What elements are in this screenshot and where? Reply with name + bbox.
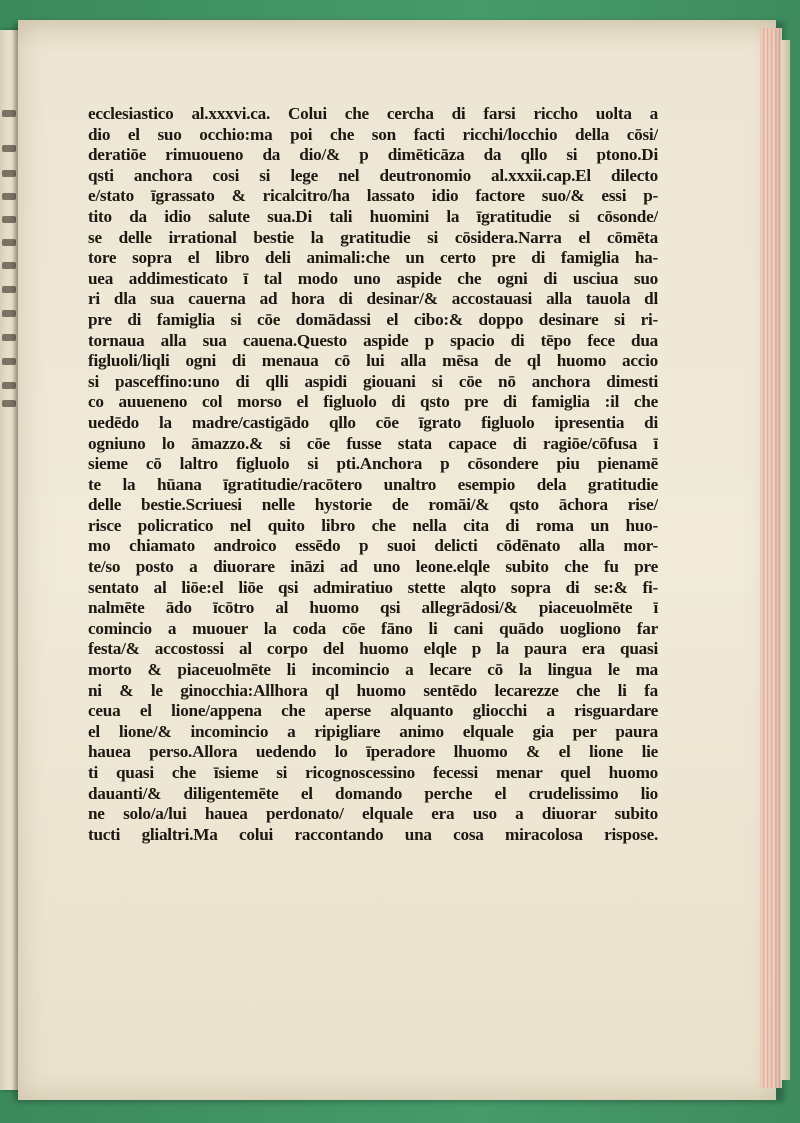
page-text [88,104,658,845]
text-line: te la hūana īgratitudie/racōtero unaltro esempio dela gratitudie [88,474,658,494]
text-line: deratiōe rimuoueno da dio/& p dimēticāza da qllo si ptono.Di [88,145,658,165]
text-line: e/stato īgrassato & ricalcitro/ha lassato idio factore suo/& essi p- [88,186,658,206]
text-line: ceua el lione/appena che aperse alquanto gliocchi a risguardare [88,701,658,721]
text-line: si pasceffino:uno di qlli aspidi giouani si cōe nō anchora dimesti [88,371,658,391]
text-line: tito da idio salute sua.Di tali huomini la īgratitudie si cōsonde/ [88,206,658,226]
text-line: hauea perso.Allora uedendo lo īperadore lhuomo & el lione lie [88,742,658,762]
text-line: morto & piaceuolmēte li incomincio a lecare cō la lingua le ma [88,660,658,680]
text-line: sieme cō laltro figluolo si pti.Anchora p cōsondere piu pienamē [88,454,658,474]
text-line: festa/& accostossi al corpo del huomo elqle p la paura era quasi [88,639,658,659]
text-line: dauanti/& diligentemēte el domando perche el crudelissimo lio [88,783,658,803]
text-line: mo chiamato androico essēdo p suoi delicti cōdēnato alla mor- [88,536,658,556]
text-line: ecclesiastico al.xxxvi.ca. Colui che cercha di farsi riccho uolta a [88,104,658,123]
text-line: te/so posto a diuorare ināzi ad uno leone.elqle subito che fu pre [88,557,658,577]
text-line: delle bestie.Scriuesi nelle hystorie de romāi/& qsto āchora rise/ [88,495,658,515]
text-line: nalmēte ādo īcōtro al huomo qsi allegrādosi/& piaceuolmēte ī [88,598,658,618]
text-line: co auueneno col morso el figluolo di qsto pre di famiglia :il che [88,392,658,412]
text-line: ri dla sua cauerna ad hora di desinar/& accostauasi alla tauola dl [88,289,658,309]
text-line: uedēdo la madre/castigādo qllo cōe īgrato figluolo ipresentia di [88,412,658,432]
text-line: ogniuno lo āmazzo.& si cōe fusse stata capace di ragiōe/cōfusa ī [88,433,658,453]
text-line: comincio a muouer la coda cōe fāno li cani quādo uogliono far [88,618,658,638]
page-fore-edge [760,28,782,1088]
text-line: ne solo/a/lui hauea perdonato/ elquale era uso a diuorar subito [88,804,658,824]
text-line: pre di famiglia si cōe domādassi el cibo:& doppo desinare si ri- [88,309,658,329]
text-line: ti quasi che īsieme si ricognoscessino fecessi menar quel huomo [88,763,658,782]
text-line: uea addimesticato ī tal modo uno aspide che ogni di usciua suo [88,268,658,288]
text-line: tucti glialtri.Ma colui raccontando una cosa miracolosa rispose. [88,824,658,844]
text-line: dio el suo occhio:ma poi che son facti ricchi/locchio della cōsi/ [88,124,658,144]
text-line: tore sopra el libro deli animali:che un certo pre di famiglia ha- [88,248,658,268]
text-line: qsti anchora cosi si lege nel deutronomio al.xxxii.cap.El dilecto [88,165,658,185]
text-line: risce policratico nel quito libro che nella cita di roma un huo- [88,515,658,535]
text-line: ni & le ginocchia:Allhora ql huomo sentēdo lecarezze che li fa [88,680,658,700]
show-through-text [90,922,650,962]
text-line: se delle irrational bestie la gratitudie si cōsidera.Narra el cōmēta [88,227,658,247]
text-line: el lione/& incomincio a ripigliare animo elquale gia per paura [88,721,658,741]
text-line: figluoli/liqli ogni di menaua cō lui alla mēsa de ql huomo accio [88,351,658,371]
text-line: tornaua alla sua cauena.Questo aspide p spacio di tēpo fece dua [88,330,658,350]
text-line: sentato al liōe:el liōe qsi admiratiuo stette alqto sopra di se:& fi- [88,577,658,597]
